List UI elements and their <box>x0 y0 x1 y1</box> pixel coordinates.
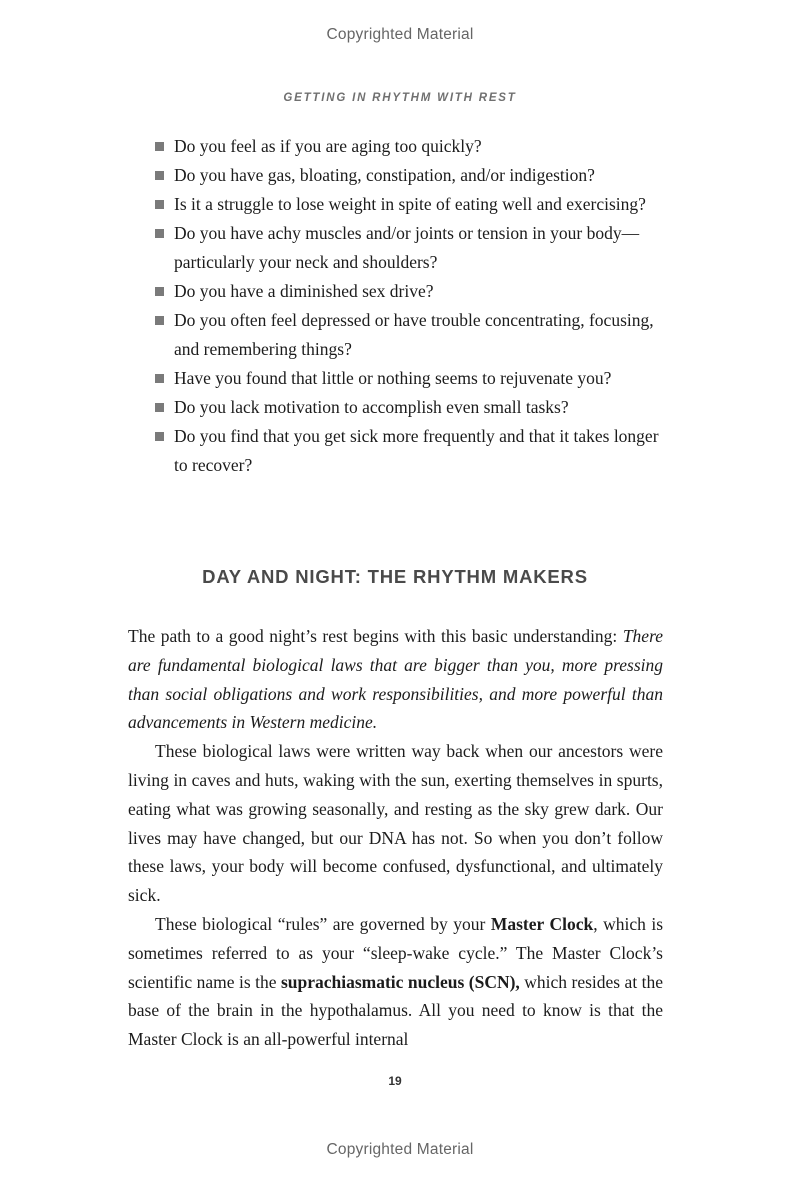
bullet-text: Do you lack motivation to accomplish even small tasks? <box>174 397 569 417</box>
square-bullet-icon <box>155 171 164 180</box>
paragraph-1 <box>128 622 663 737</box>
square-bullet-icon <box>155 374 164 383</box>
bullet-text: Do you find that you get sick more frequently and that it takes longer to recover? <box>174 426 659 475</box>
square-bullet-icon <box>155 287 164 296</box>
square-bullet-icon <box>155 200 164 209</box>
square-bullet-icon <box>155 316 164 325</box>
square-bullet-icon <box>155 142 164 151</box>
bullet-text: Do you have a diminished sex drive? <box>174 281 434 301</box>
bullet-text: Have you found that little or nothing seems to rejuvenate you? <box>174 368 612 388</box>
list-item <box>152 161 672 190</box>
list-item <box>152 190 672 219</box>
paragraph-3-text-a: These biological “rules” are governed by your <box>155 913 486 934</box>
bullet-text: Do you often feel depressed or have trouble concentrating, focusing, and remembering things? <box>174 310 654 359</box>
bullet-text: Do you have gas, bloating, constipation, and/or indigestion? <box>174 165 595 185</box>
body-text <box>128 622 663 1054</box>
paragraph-3 <box>128 910 663 1054</box>
paragraph-1-italic: There are fundamental biological laws that are bigger than you, more pressing than social obligations and work responsibilities, and more powerful than advancements in Western medicine. <box>128 626 663 733</box>
list-item <box>152 219 672 277</box>
square-bullet-icon <box>155 403 164 412</box>
watermark-top: Copyrighted Material <box>326 26 474 43</box>
bullet-text: Do you have achy muscles and/or joints or tension in your body—particularly your neck and shoulders? <box>174 223 640 272</box>
list-item <box>152 132 672 161</box>
watermark-bottom: Copyrighted Material <box>326 1141 474 1158</box>
paragraph-3-text-c: which resides at the base of the brain in the hypothalamus. All you need to know is that the Master Clock is an all-powerful internal <box>128 971 664 1050</box>
section-heading: DAY AND NIGHT: THE RHYTHM MAKERS <box>202 566 588 587</box>
square-bullet-icon <box>155 432 164 441</box>
bullet-text: Is it a struggle to lose weight in spite of eating well and exercising? <box>174 194 646 214</box>
list-item <box>152 422 672 480</box>
list-item <box>152 393 672 422</box>
page-number: 19 <box>388 1074 402 1088</box>
bullet-text: Do you feel as if you are aging too quickly? <box>174 136 482 156</box>
scn-term: suprachiasmatic nucleus (SCN), <box>280 971 520 992</box>
master-clock-term: Master Clock <box>490 913 594 934</box>
list-item <box>152 364 672 393</box>
list-item <box>152 306 672 364</box>
paragraph-2: These biological laws were written way back when our ancestors were living in caves and huts, waking with the sun, exerting themselves in spurts, eating what was growing seasonally, and resting as the sky grew dark. Our lives may have changed, but our DNA has not. So when you don’t follow these laws, your body will become confused, dysfunctional, and ultimately sick. <box>128 741 663 906</box>
paragraph-1-text: The path to a good night’s rest begins with this basic understanding: <box>128 626 618 646</box>
running-head: GETTING IN RHYTHM WITH REST <box>283 92 517 104</box>
list-item <box>152 277 672 306</box>
bullet-list <box>152 132 672 480</box>
paragraph-3-text-b: , which is sometimes referred to as your “sleep-wake cycle.” The Master Clock’s scientific name is the <box>128 913 664 992</box>
square-bullet-icon <box>155 229 164 238</box>
